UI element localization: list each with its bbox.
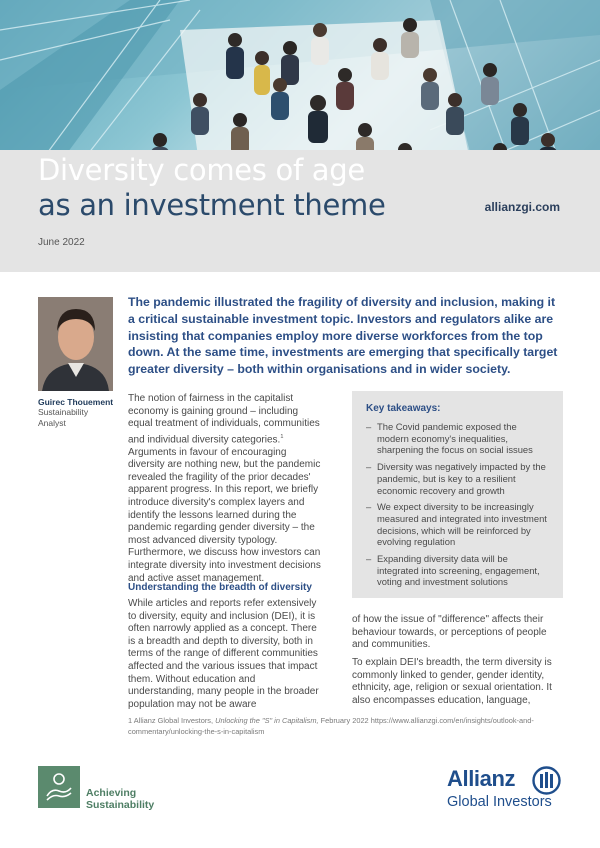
title-line-1: Diversity comes of age bbox=[38, 153, 365, 187]
dei-paragraph: To explain DEI's breadth, the term diversity is commonly linked to gender, gender identity, ethnicity, age, religion or sexual orientation. It also encompasses education, language, bbox=[352, 657, 552, 706]
takeaway-item: – Diversity was negatively impacted by the pandemic, but is key to a resilient economic recovery and growth bbox=[366, 461, 549, 496]
author-role: Sustainability Analyst bbox=[38, 407, 89, 428]
allianz-logo-subtitle: Global Investors bbox=[447, 794, 552, 810]
footnote-title: Unlocking the "S" in Capitalism, bbox=[215, 716, 319, 725]
key-takeaways-box bbox=[352, 391, 563, 598]
breadth-paragraph-continued: of how the issue of "difference" affects their behaviour towards, or perceptions of people and communities. bbox=[352, 614, 547, 651]
section-heading: Understanding the breadth of diversity bbox=[128, 582, 312, 593]
breadth-paragraph: While articles and reports refer extensively to diversity, equity and inclusion (DEI), it is often narrowly applied as a concept. There is a breadth and depth to diversity, both in terms of the range of different communities affected and the various issues that impact them. Without education and understanding, many people in the broader population may not be aware bbox=[128, 598, 319, 710]
intro-paragraph bbox=[128, 393, 324, 585]
author-name: Guirec Thouement bbox=[38, 397, 114, 407]
footnote-source: Allianz Global Investors, bbox=[132, 716, 216, 725]
takeaway-item: – The Covid pandemic exposed the modern economy's inequalities, sharpening the focus on social issues bbox=[366, 421, 549, 456]
sustainability-label bbox=[86, 788, 154, 811]
publication-date: June 2022 bbox=[38, 237, 85, 248]
footnote-number: 1 bbox=[128, 716, 133, 725]
key-takeaways-heading: Key takeaways: bbox=[366, 403, 441, 414]
takeaway-item: – Expanding diversity data will be integrated into screening, engagement, voting and investment solutions bbox=[366, 553, 549, 588]
footnote-ref[interactable]: 1 bbox=[280, 433, 284, 440]
title-line-2: as an investment theme bbox=[38, 188, 386, 222]
key-takeaways-list bbox=[366, 421, 549, 588]
intro-text: The notion of fairness in the capitalist economy is gaining ground – including equal treatment of individuals, communities and individual diversity categories. bbox=[128, 393, 320, 446]
badge-line-1: Achieving bbox=[86, 787, 137, 799]
intro-text-rest: Arguments in favour of encouraging diversity are nothing new, but the pandemic revealed the fragility of the prior decades' apparent progress. In this report, we briefly introduce diversity's complex layers and identify the lessons learned during the pandemic regarding gender diversity – the most advanced diversity typology. Furthermore, we discuss how investors can integrate diversity into investment decisions and active asset management. bbox=[128, 446, 321, 584]
footnote-link[interactable]: February 2022 https://www.allianzgi.com/en/insights/outlook-and-commentary/unlocking-the-s-in-capitalism bbox=[128, 716, 534, 736]
takeaway-item: – We expect diversity to be increasingly measured and integrated into investment decisions, which will be reinforced by evolving regulation bbox=[366, 501, 549, 548]
sustainability-badge-icon bbox=[38, 766, 80, 808]
allianz-eagle-icon bbox=[532, 766, 561, 795]
footnote bbox=[128, 716, 568, 737]
author-photo bbox=[38, 297, 113, 391]
badge-line-2: Sustainability bbox=[86, 798, 155, 811]
site-url[interactable]: allianzgi.com bbox=[484, 200, 560, 214]
lead-paragraph: The pandemic illustrated the fragility of diversity and inclusion, making it a critical sustainable investment topic. Investors and regulators alike are insisting that companies employ more diverse workforces from the top down. At the same time, investments are emerging that specifically target greater diversity – both within organisations and in wider society. bbox=[128, 295, 558, 377]
allianz-logo-wordmark: Allianz bbox=[447, 766, 516, 791]
